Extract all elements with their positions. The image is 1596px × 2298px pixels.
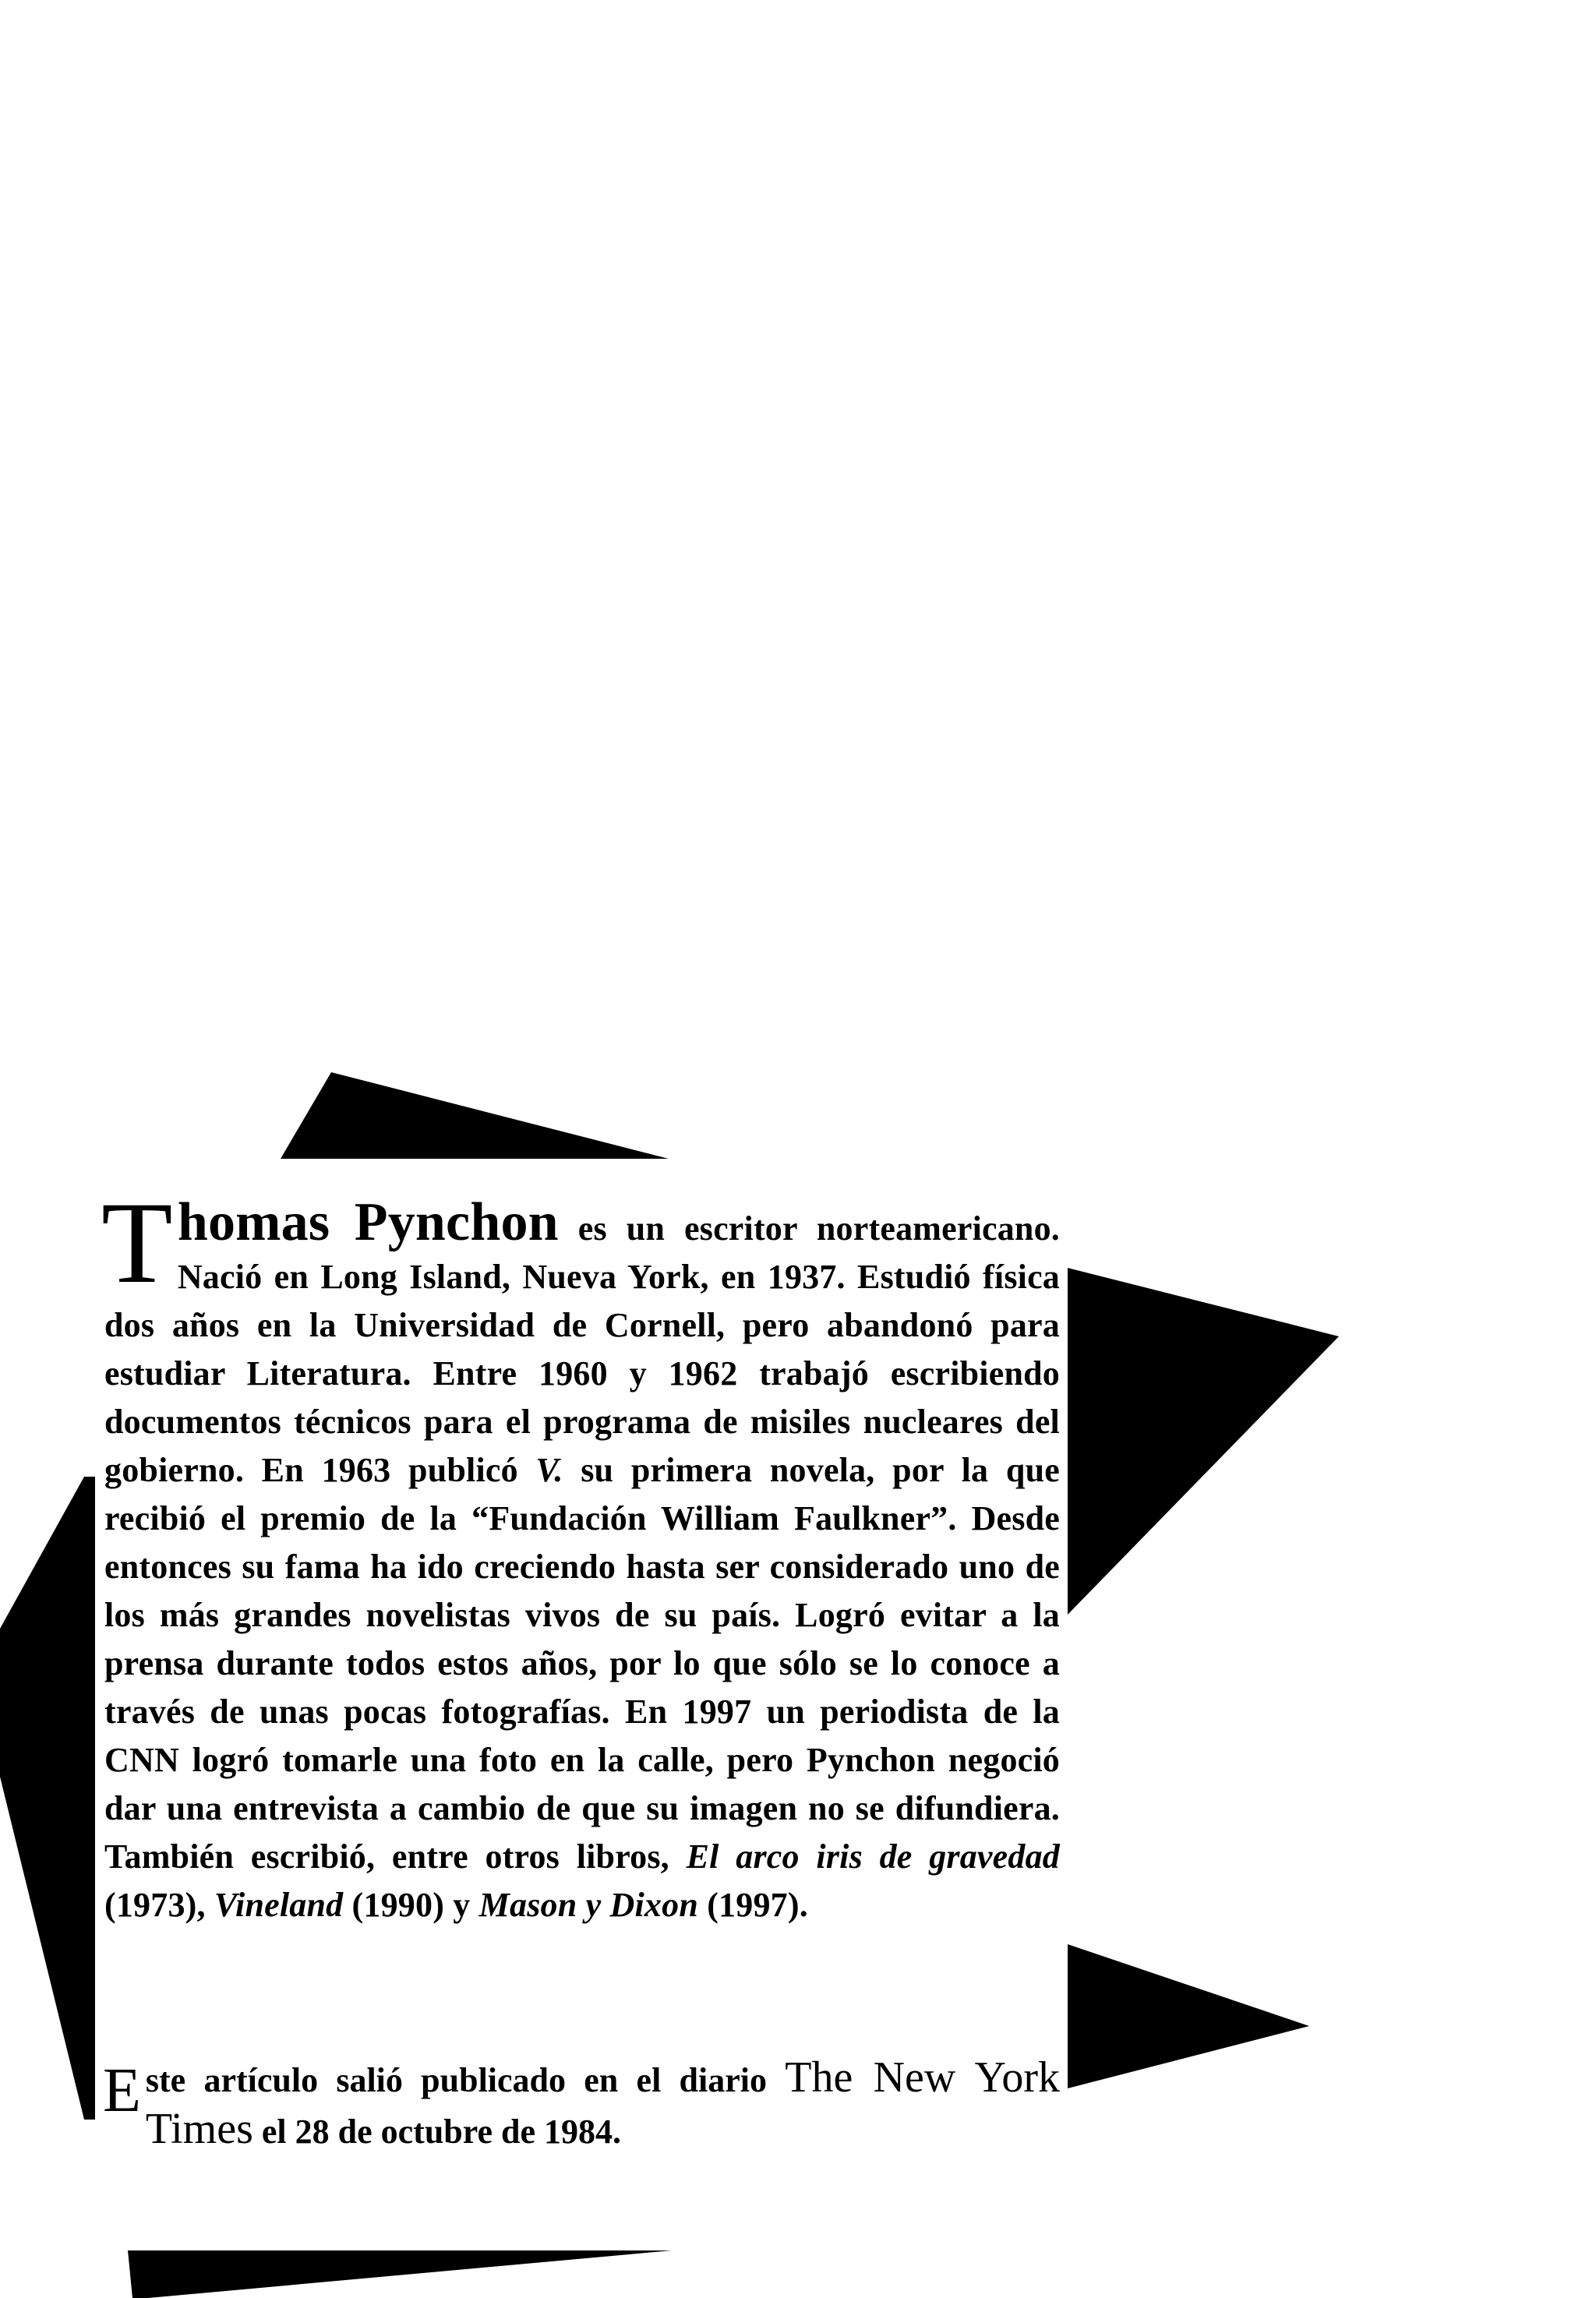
book-title-mason-dixon: Mason y Dixon (478, 1886, 698, 1924)
newspaper-name: The New York Times (145, 2053, 1060, 2153)
author-name: homas Pynchon (177, 1192, 559, 1252)
drop-cap-e: E (103, 2056, 141, 2125)
triangle-right-lower (1068, 1944, 1309, 2088)
note-text-1: ste artículo salió publicado en el diario (145, 2061, 786, 2099)
author-biography (101, 1178, 1061, 1929)
bio-text-2: su primera novela, por la que recibió el premio de la “Fundación William Faulkner”. Desde entonces su fama ha ido creciendo hasta ser considerado uno de los más grandes novelistas vivos de su país. Logró evitar a la prensa durante todos estos años, por lo que sólo se lo conoce a través de unas pocas fotografías. En 1997 un periodista de la CNN logró tomarle una foto en la calle, pero Pynchon negoció dar una entrevista a cambio de que su imagen no se difundiera. También escribió, entre otros libros, (104, 1451, 1060, 1876)
triangle-top (281, 1072, 669, 1159)
drop-cap-t: T (101, 1178, 173, 1308)
triangle-bottom (128, 2250, 672, 2298)
bio-text-5: (1997). (698, 1886, 808, 1924)
bio-text-3: (1973), (104, 1886, 214, 1924)
triangle-right-upper (1068, 1268, 1339, 1615)
triangle-left (0, 1477, 84, 2120)
bio-text-4: (1990) y (343, 1886, 479, 1924)
book-title-vineland: Vineland (214, 1886, 344, 1924)
publication-note (104, 2053, 1060, 2156)
book-title-arco-iris: El arco iris de gravedad (686, 1837, 1060, 1876)
book-title-v: V. (535, 1451, 563, 1489)
note-text-2: el 28 de octubre de 1984. (252, 2113, 622, 2151)
bio-text-1: es un escritor norteamericano. Nació en Long Island, Nueva York, en 1937. Estudió física dos años en la Universidad de Cornell, pero abandonó para estudiar Literatura. Entre 1960 y 1962 trabajó escribiendo documentos técnicos para el programa de misiles nucleares del gobierno. En 1963 publicó (104, 1209, 1061, 1489)
left-bar (84, 1477, 95, 2120)
